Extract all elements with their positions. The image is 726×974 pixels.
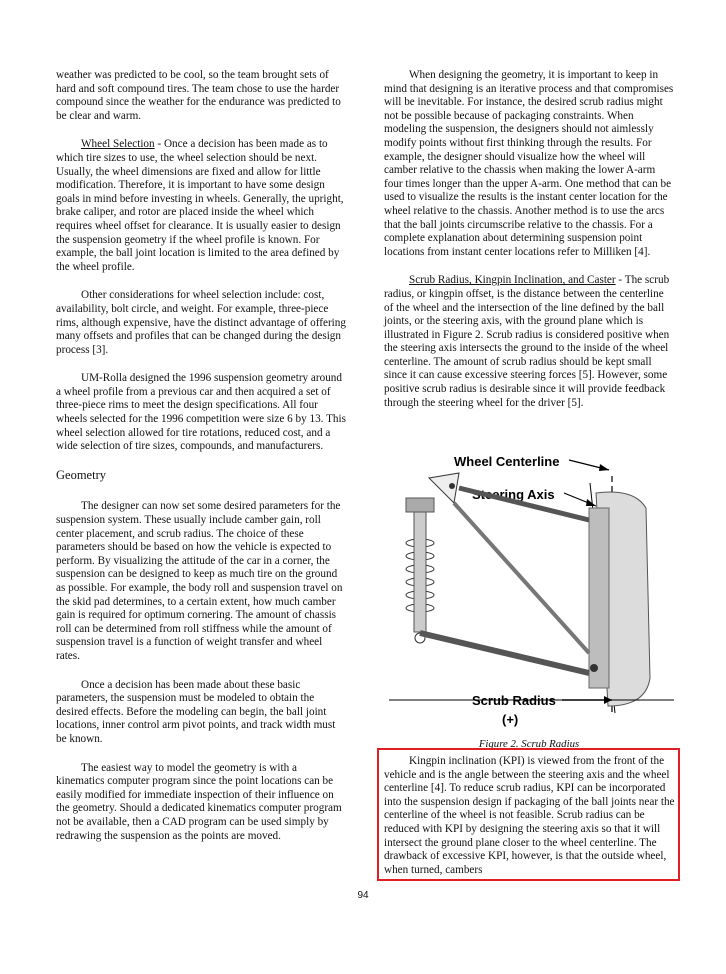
ball-joint-lower — [590, 664, 598, 672]
arrowhead — [586, 499, 596, 506]
label-scrub-radius: Scrub Radius — [472, 693, 556, 708]
paragraph: The designer can now set some desired parameters for the suspension system. These usually include camber gain, roll center placement, and scrub radius. The choice of these parameters should be based on how the vehicle is expected to perform. By visualizing the attitude of the car in a corner, the suspension can be designed to keep as much tire on the ground as possible. For example, the body roll and suspension travel on the skid pad determines, to a certain extent, how much camber gain is required for optimum cornering. The amount of chassis roll can be determined from roll stiffness while the amount of suspension travel is a function of weight transfer and wheel rates. — [56, 500, 343, 662]
shock-top — [406, 498, 434, 512]
shock-body — [414, 512, 426, 632]
paragraph: Other considerations for wheel selection include: cost, availability, bolt circle, and weight. For example, three-piece rims, although expensive, have the distinct advantage of offering many offsets and profiles that can be changed during the design process [3]. — [56, 289, 346, 356]
paragraph: UM-Rolla designed the 1996 suspension geometry around a wheel profile from a previous car and then acquired a set of three-piece rims to meet the design specifications. All four wheels selected for the 1996 competition were size 6 by 13. This wheel selection allowed for tire rotations, reduced cost, and a wide selection of tire sizes, compounds, and manufacturers. — [56, 372, 346, 453]
paragraph — [384, 274, 674, 410]
label-positive-sign: (+) — [502, 712, 519, 727]
section-heading-geometry: Geometry — [56, 467, 106, 482]
paragraph: weather was predicted to be cool, so the team brought sets of hard and soft compound tires. The team chose to use the harder compound since the weather for the endurance was predicted to be clear and warm. — [56, 69, 341, 122]
paragraph: Once a decision has been made about these basic parameters, the suspension must be modeled to obtain the desired effects. Before the modeling can begin, the ball joint locations, inner control arm pivot points, and track width must be known. — [56, 678, 336, 745]
figure-caption: Figure 2. Scrub Radius — [478, 738, 580, 750]
arrowhead — [599, 464, 609, 471]
push-rod — [454, 503, 589, 653]
left-column — [56, 69, 346, 858]
page-number: 94 — [357, 890, 369, 901]
right-column — [384, 69, 674, 425]
section-title-scrub-radius: Scrub Radius, Kingpin Inclination, and Caster — [409, 274, 616, 287]
section-title-wheel-selection: Wheel Selection — [81, 138, 155, 151]
paragraph: When designing the geometry, it is important to keep in mind that designing is an iterative process and that compromises will be inevitable. For instance, the desired scrub radius might not be possible because of packaging constraints. When modeling the suspension, the designers should not aimlessly modify points without first thinking through the results. For example, the designer should visualize how the wheel will camber relative to the chassis when making the lower A-arm four times longer than the upper A-arm. One method that can be used to visualize the results is the instant center location for the wheel relative to the chassis. Another method is to use the arcs that the ball joints circumscribe relative to the chassis. For a complete explanation about determining suspension point locations from instant center locations refer to Milliken [4]. — [384, 69, 674, 258]
paragraph-text: - Once a decision has been made as to which tire sizes to use, the wheel selection should be next. Usually, the wheel dimensions are fixed and allow for little modification. Therefore, it is important to have some design goals in mind before investing in wheels. Generally, the upright, brake caliper, and rotor are placed inside the wheel which requires wheel offset for clearance. It is usually easier to design the suspension geometry if the wheel profile is known. For example, the ball joint location is limited to the area defined by the wheel profile. — [56, 138, 344, 273]
ball-joint-upper — [449, 483, 455, 489]
upright — [589, 508, 609, 688]
label-wheel-centerline: Wheel Centerline — [454, 454, 560, 469]
highlighted-paragraph: Kingpin inclination (KPI) is viewed from the front of the vehicle and is the angle between the steering axis and the wheel centerline [4]. To reduce scrub radius, KPI can be incorporated into the suspension design if packaging of the ball joints near the centerline of the wheel is not feasible. Scrub radius can be reduced with KPI by designing the steering axis so that it will intersect the ground plane closer to the wheel centerline. The drawback of excessive KPI, however, is that the outside wheel, when turned, cambers — [384, 755, 675, 876]
paragraph: The easiest way to model the geometry is with a kinematics computer program since the point locations can be easily modified for immediate inspection of their influence on the geometry. Should a dedicated kinematics computer program not be available, then a CAD program can be used simply by redrawing the suspension as the points are moved. — [56, 761, 342, 842]
label-steering-axis: Steering Axis — [472, 487, 555, 502]
lower-a-arm — [420, 633, 589, 673]
paragraph-text: - The scrub radius, or kingpin offset, is the distance between the centerline of the wheel and the intersection of the line defined by the ball joints, or the steering axis, with the ground plane which is illustrated in Figure 2. Scrub radius is considered positive when the steering axis intersects the ground to the inside of the wheel centerline. The amount of scrub radius should be kept small since it can cause excessive steering forces [5]. However, some positive scrub radius is desirable since it will provide feedback through the steering wheel for the driver [5]. — [384, 274, 670, 409]
paragraph — [56, 138, 346, 274]
scrub-radius-figure — [384, 448, 684, 748]
